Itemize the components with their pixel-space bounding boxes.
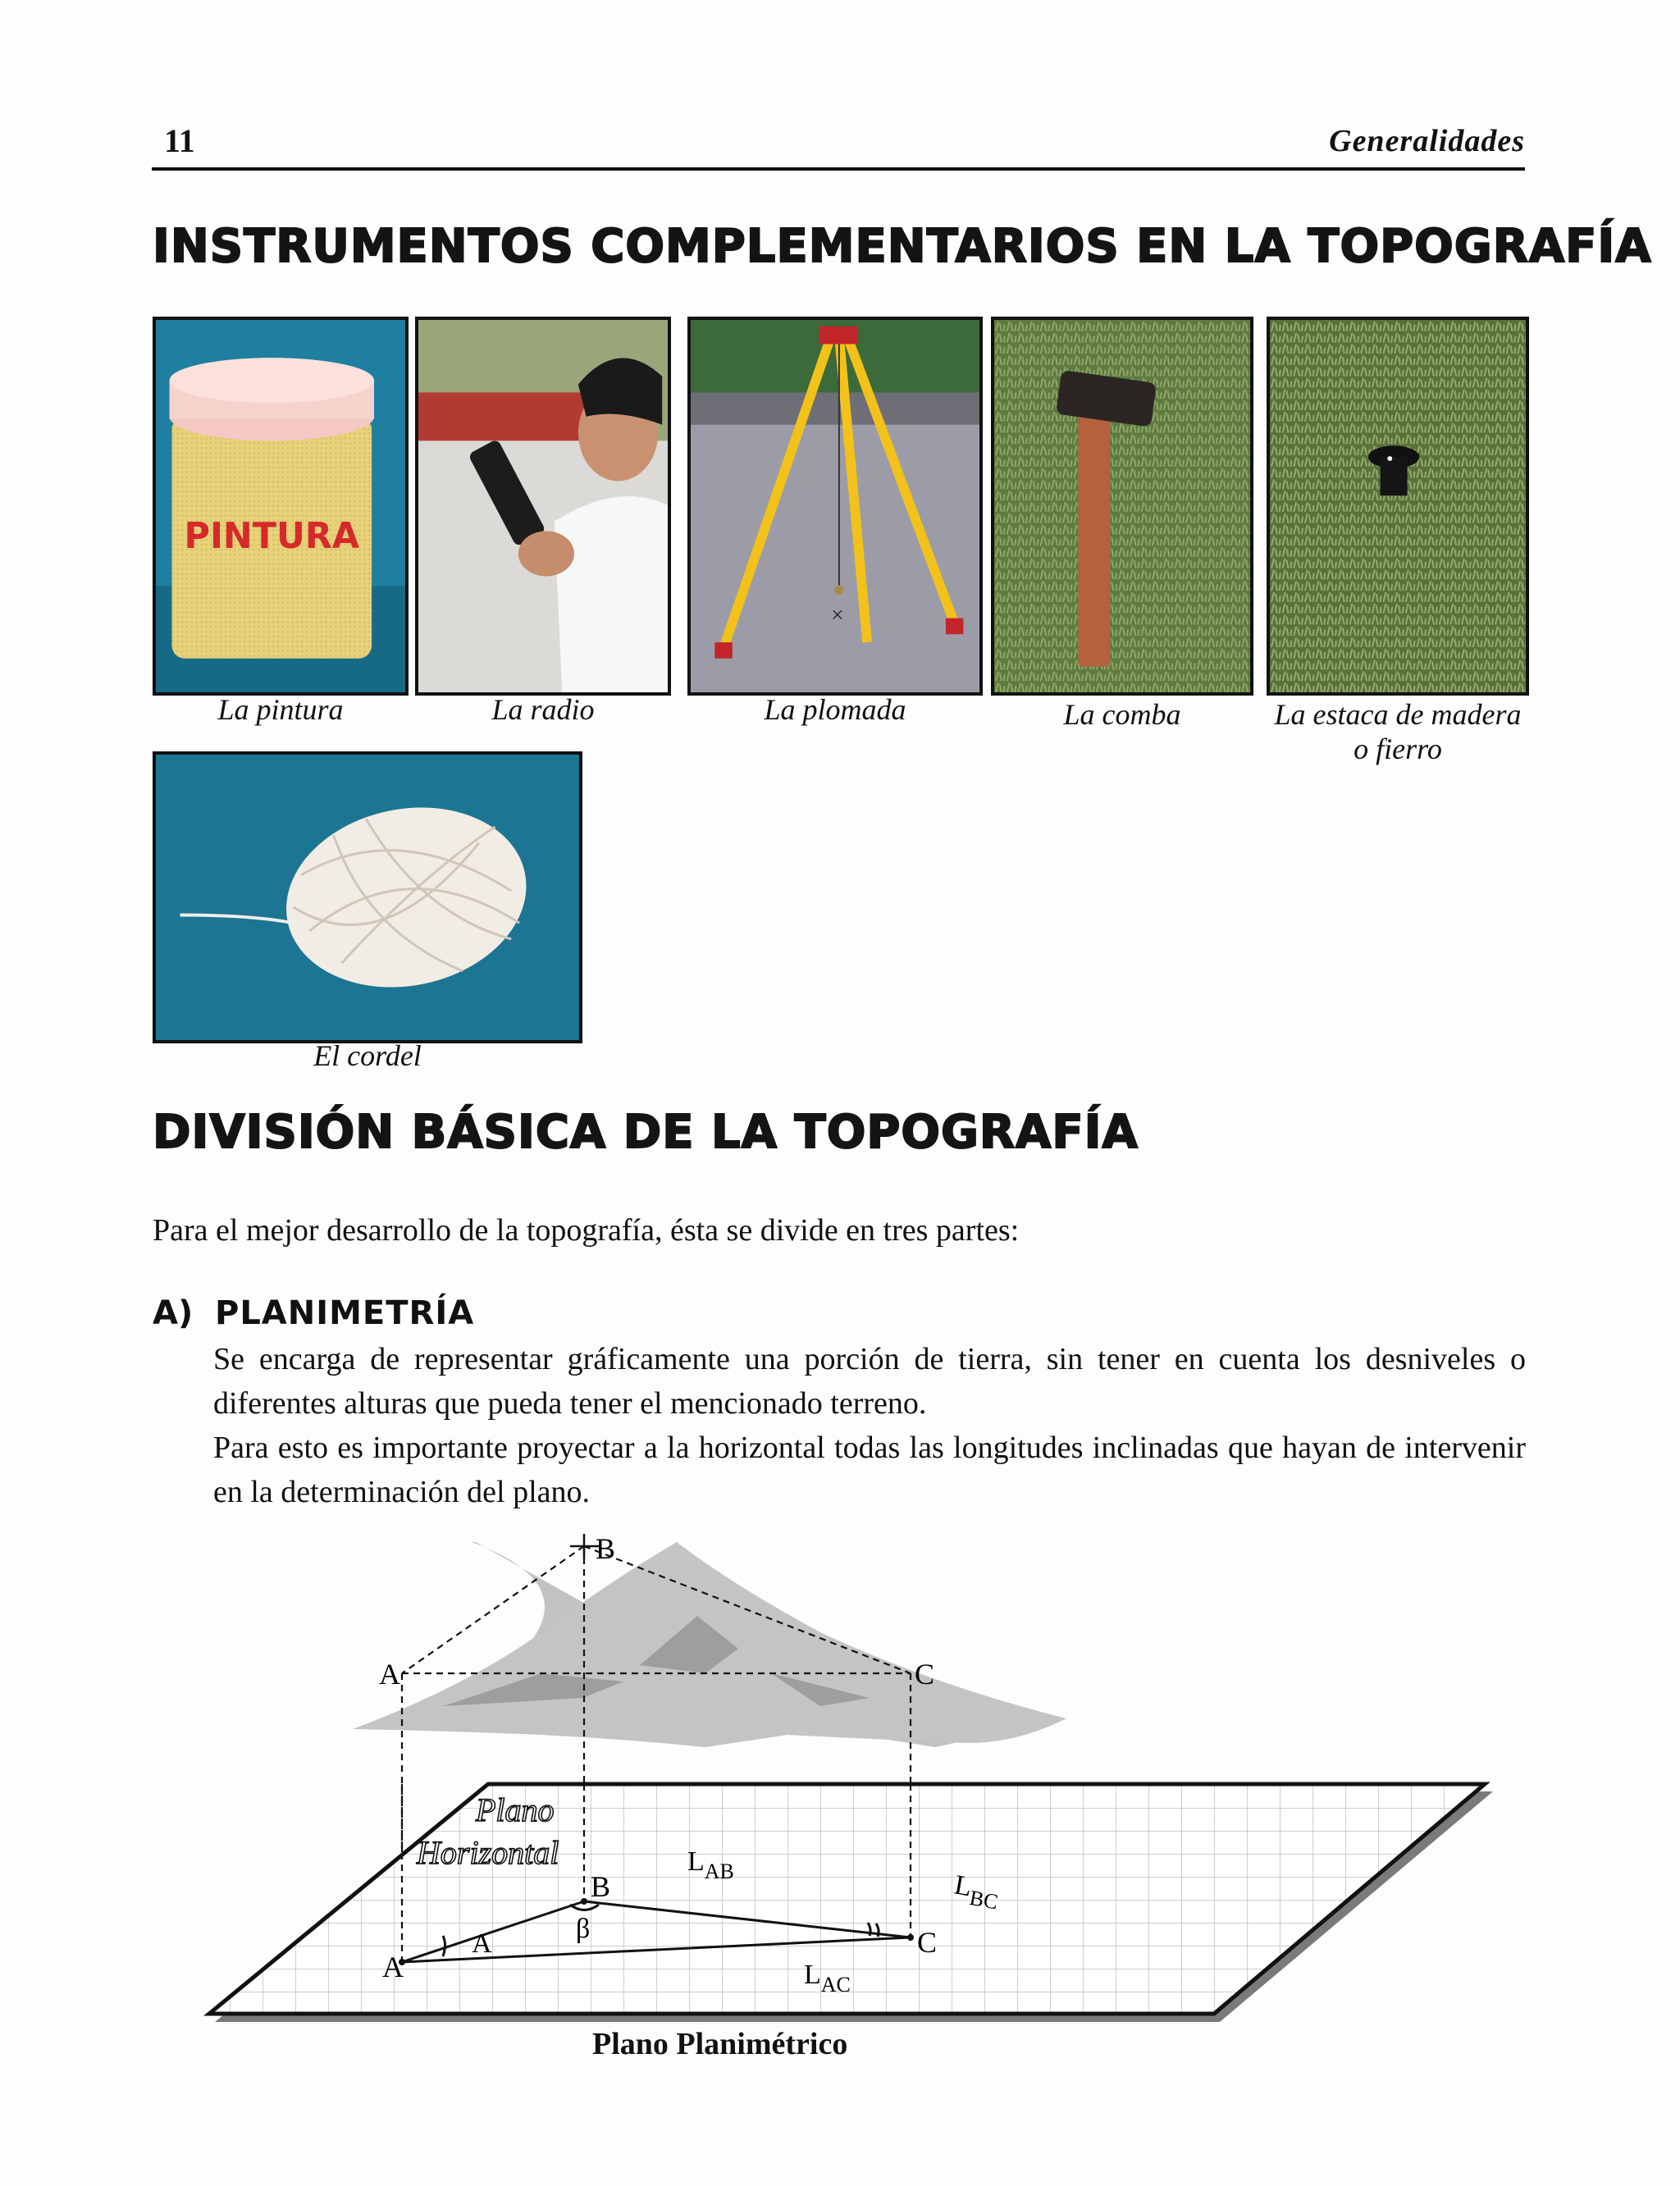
label-c: C xyxy=(917,1926,938,1959)
label-a: A xyxy=(382,1951,404,1983)
diagram-caption: Plano Planimétrico xyxy=(592,2027,848,2061)
header-rule xyxy=(152,167,1525,171)
photo-hammer xyxy=(991,317,1253,696)
label-alpha: A xyxy=(472,1928,492,1959)
intro-paragraph: Para el mejor desarrollo de la topografía, ésta se divide en tres partes: xyxy=(153,1213,1020,1248)
planimetria-paragraph-2: Para esto es importante proyectar a la horizontal todas las longitudes inclinadas que hayan de intervenir en la determinación del plano. xyxy=(213,1431,1526,1509)
caption-plumb-bob: La plomada xyxy=(764,693,906,726)
subsection-a-title: PLANIMETRÍA xyxy=(215,1294,475,1332)
caption-paint: La pintura xyxy=(217,693,344,726)
paint-label: PINTURA xyxy=(184,515,360,558)
caption-stake-line2: o fierro xyxy=(1354,732,1442,765)
caption-stake-line1: La estaca de madera xyxy=(1274,698,1522,731)
running-title: Generalidades xyxy=(1329,124,1525,158)
label-ac: $L_{AC}$ xyxy=(804,1960,851,1997)
planimetric-diagram xyxy=(197,1509,1509,2034)
page-number: 11 xyxy=(164,122,195,159)
caption-cord: El cordel xyxy=(313,1039,422,1072)
photo-paint xyxy=(153,317,409,696)
label-beta: β xyxy=(576,1914,591,1944)
svg-text:×: × xyxy=(831,602,844,628)
label-ab: $L_{AB}$ xyxy=(687,1846,734,1883)
plane-label-2: Horizontal xyxy=(417,1834,559,1871)
label-bc: $L_{BC}$ xyxy=(952,1869,1000,1914)
photo-stake xyxy=(1267,317,1529,696)
label-c-top: C xyxy=(915,1658,935,1691)
caption-hammer: La comba xyxy=(1063,698,1181,731)
section-title-division: DIVISIÓN BÁSICA DE LA TOPOGRAFÍA xyxy=(153,1106,1139,1159)
photo-cord xyxy=(153,751,582,1043)
planimetria-body xyxy=(213,1337,1526,1514)
caption-radio: La radio xyxy=(491,693,595,726)
label-b-top: B xyxy=(596,1532,616,1565)
label-b: B xyxy=(591,1870,611,1903)
photo-plumb-bob xyxy=(687,317,983,696)
label-a-top: A xyxy=(379,1658,400,1691)
photo-radio xyxy=(415,317,671,696)
section-title-instruments: INSTRUMENTOS COMPLEMENTARIOS EN LA TOPOGRAFÍA xyxy=(153,220,1652,273)
subsection-a-label: A) xyxy=(153,1294,194,1332)
planimetria-paragraph-1: Se encarga de representar gráficamente una porción de tierra, sin tener en cuenta los desniveles o diferentes alturas que pueda tener el mencionado terreno. xyxy=(213,1342,1526,1421)
plane-label-1: Plano xyxy=(476,1791,555,1828)
